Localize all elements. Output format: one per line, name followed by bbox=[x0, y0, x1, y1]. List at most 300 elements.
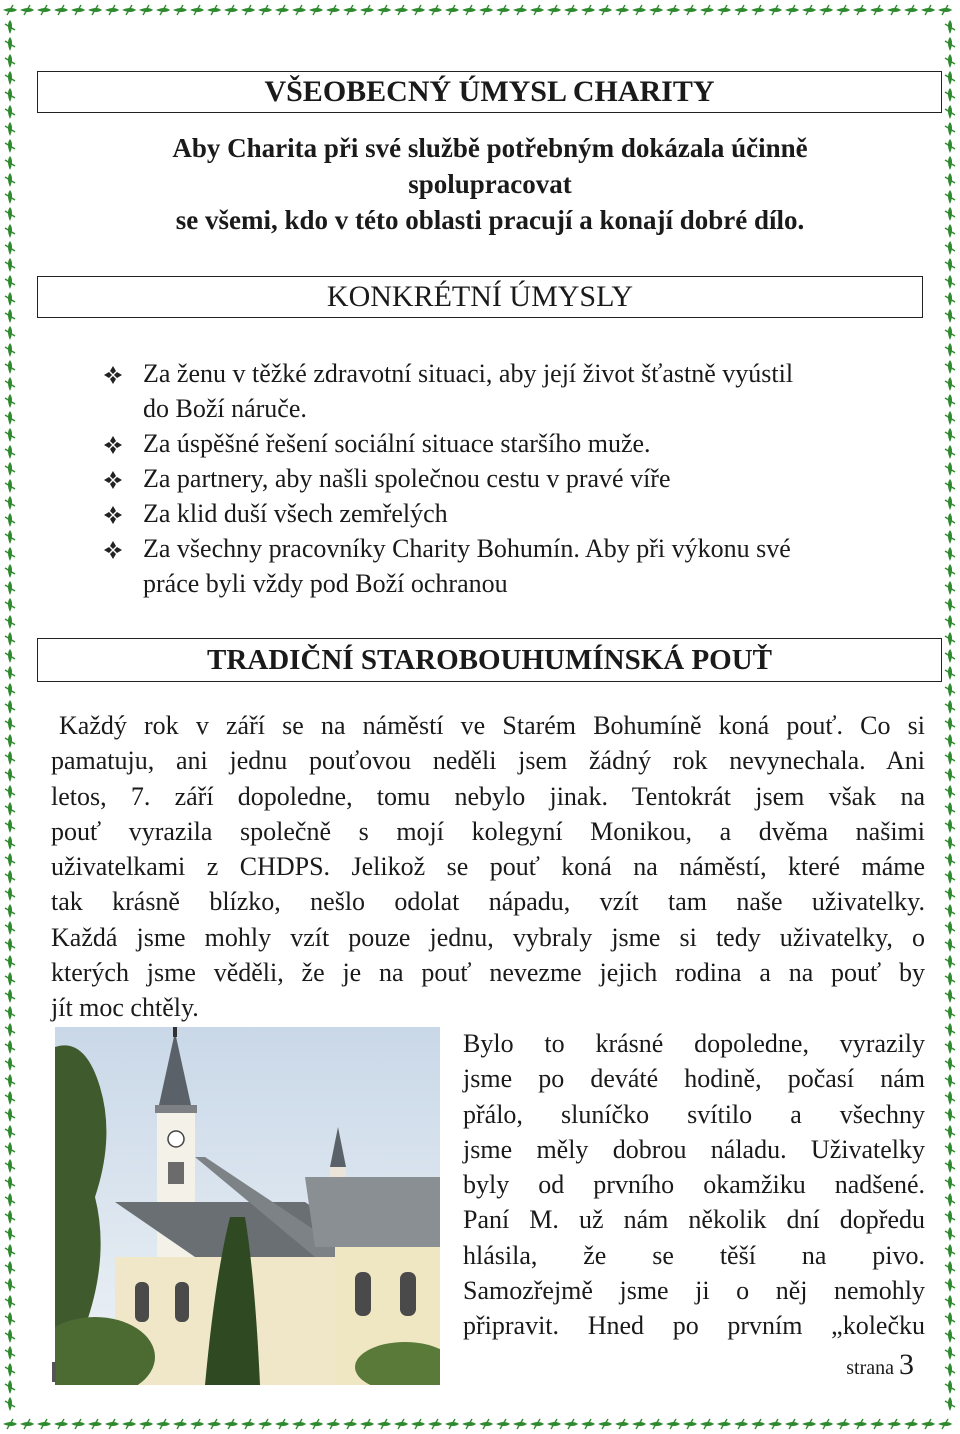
leaf-ornament bbox=[785, 1419, 799, 1429]
leaf-ornament bbox=[428, 1419, 442, 1429]
list-item-text: práce byli vždy pod Boží ochranou bbox=[143, 569, 508, 598]
leaf-ornament bbox=[5, 1295, 15, 1309]
leaf-ornament bbox=[945, 360, 955, 374]
leaf-ornament bbox=[938, 5, 952, 15]
leaf-ornament bbox=[945, 1176, 955, 1190]
leaf-ornament bbox=[5, 887, 15, 901]
leaf-ornament bbox=[530, 5, 544, 15]
leaf-ornament bbox=[853, 5, 867, 15]
leaf-ornament bbox=[945, 819, 955, 833]
leaf-ornament bbox=[241, 5, 255, 15]
leaf-ornament bbox=[945, 853, 955, 867]
leaf-ornament bbox=[5, 1397, 15, 1411]
side-line: Samozřejmě jsme ji o něj nemohly bbox=[463, 1276, 925, 1306]
leaf-ornament bbox=[751, 1419, 765, 1429]
leaf-ornament bbox=[5, 1261, 15, 1275]
leaf-ornament bbox=[5, 190, 15, 204]
side-line: jsme měly dobrou náladu. Uživatelky bbox=[463, 1134, 925, 1164]
leaf-ornament bbox=[5, 292, 15, 306]
leaf-ornament bbox=[173, 5, 187, 15]
leaf-ornament bbox=[224, 5, 238, 15]
leaf-ornament bbox=[819, 1419, 833, 1429]
side-line: jsme po deváté hodině, počasí nám bbox=[463, 1064, 925, 1094]
leaf-ornament bbox=[326, 5, 340, 15]
leaf-ornament bbox=[945, 768, 955, 782]
leaf-ornament bbox=[945, 1023, 955, 1037]
intention-line: spolupracovat bbox=[408, 169, 572, 199]
leaf-ornament bbox=[945, 1397, 955, 1411]
leaf-ornament bbox=[394, 1419, 408, 1429]
leaf-ornament bbox=[5, 530, 15, 544]
leaf-ornament bbox=[5, 785, 15, 799]
leaf-ornament bbox=[945, 734, 955, 748]
leaf-ornament bbox=[224, 1419, 238, 1429]
leaf-ornament bbox=[173, 1419, 187, 1429]
leaf-ornament bbox=[581, 5, 595, 15]
leaf-ornament bbox=[870, 1419, 884, 1429]
leaf-ornament bbox=[945, 190, 955, 204]
leaf-ornament bbox=[945, 462, 955, 476]
leaf-ornament bbox=[37, 5, 51, 15]
leaf-ornament bbox=[5, 989, 15, 1003]
diamond-bullet-icon bbox=[103, 505, 123, 525]
leaf-ornament bbox=[945, 275, 955, 289]
leaf-ornament bbox=[945, 292, 955, 306]
leaf-ornament bbox=[945, 88, 955, 102]
leaf-ornament bbox=[945, 1057, 955, 1071]
leaf-ornament bbox=[5, 309, 15, 323]
leaf-ornament bbox=[945, 1295, 955, 1309]
general-intention-heading-box bbox=[37, 71, 942, 113]
diamond-bullet-icon bbox=[103, 435, 123, 455]
leaf-ornament bbox=[945, 1329, 955, 1343]
list-item bbox=[103, 531, 933, 601]
leaf-ornament bbox=[870, 5, 884, 15]
leaf-ornament bbox=[5, 649, 15, 663]
leaf-ornament bbox=[496, 5, 510, 15]
paragraph-line: letos, 7. září dopoledne, tomu nebylo jinak. Tentokrát jsem však na bbox=[51, 781, 925, 811]
leaf-ornament bbox=[258, 1419, 272, 1429]
leaf-ornament bbox=[5, 615, 15, 629]
leaf-ornament bbox=[945, 224, 955, 238]
leaf-ornament bbox=[945, 54, 955, 68]
leaf-ornament bbox=[945, 1006, 955, 1020]
leaf-ornament bbox=[945, 700, 955, 714]
leaf-ornament bbox=[513, 1419, 527, 1429]
leaf-ornament bbox=[921, 1419, 935, 1429]
list-item bbox=[103, 356, 933, 426]
specific-intentions-heading: KONKRÉTNÍ ÚMYSLY bbox=[326, 280, 634, 313]
intention-line: se všemi, kdo v této oblasti pracují a konají dobré dílo. bbox=[175, 205, 805, 235]
paragraph-line: tak krásně blízko, nešlo odolat nápadu, vzít tam naše uživatelky. bbox=[51, 887, 925, 917]
leaf-ornament bbox=[5, 173, 15, 187]
leaf-ornament bbox=[5, 802, 15, 816]
leaf-ornament bbox=[207, 5, 221, 15]
leaf-ornament bbox=[462, 5, 476, 15]
leaf-ornament bbox=[887, 1419, 901, 1429]
leaf-ornament bbox=[258, 5, 272, 15]
leaf-ornament bbox=[5, 904, 15, 918]
leaf-ornament bbox=[904, 1419, 918, 1429]
leaf-ornament bbox=[945, 1125, 955, 1139]
leaf-ornament bbox=[207, 1419, 221, 1429]
leaf-ornament bbox=[802, 1419, 816, 1429]
side-line: hlásila, že se těší na pivo. bbox=[463, 1240, 925, 1270]
leaf-ornament bbox=[496, 1419, 510, 1429]
leaf-ornament bbox=[945, 615, 955, 629]
leaf-ornament bbox=[945, 1346, 955, 1360]
leaf-ornament bbox=[411, 5, 425, 15]
leaf-ornament bbox=[615, 1419, 629, 1429]
leaf-ornament bbox=[5, 955, 15, 969]
leaf-ornament bbox=[5, 377, 15, 391]
leaf-ornament bbox=[309, 5, 323, 15]
leaf-ornament bbox=[275, 5, 289, 15]
leaf-ornament bbox=[945, 717, 955, 731]
leaf-ornament bbox=[547, 1419, 561, 1429]
leaf-ornament bbox=[5, 564, 15, 578]
leaf-ornament bbox=[945, 496, 955, 510]
leaf-ornament bbox=[360, 1419, 374, 1429]
leaf-ornament bbox=[683, 1419, 697, 1429]
leaf-ornament bbox=[5, 360, 15, 374]
leaf-ornament bbox=[945, 802, 955, 816]
leaf-ornament bbox=[945, 428, 955, 442]
leaf-ornament bbox=[5, 156, 15, 170]
leaf-ornament bbox=[5, 1227, 15, 1241]
leaf-ornament bbox=[5, 394, 15, 408]
side-line: Bylo to krásné dopoledne, vyrazily bbox=[463, 1029, 925, 1058]
paragraph-line: pouť vyrazila společně s mojí kolegyní Monikou, a dvěma našimi bbox=[51, 816, 925, 846]
paragraph-line: kterých jsme věděli, že je na pouť nevezme jejich rodina a na pouť by bbox=[51, 958, 925, 988]
leaf-ornament bbox=[836, 5, 850, 15]
leaf-ornament bbox=[5, 1006, 15, 1020]
leaf-ornament bbox=[945, 1193, 955, 1207]
leaf-ornament bbox=[5, 1040, 15, 1054]
leaf-ornament bbox=[945, 122, 955, 136]
leaf-ornament bbox=[945, 411, 955, 425]
leaf-ornament bbox=[3, 5, 17, 15]
leaf-ornament bbox=[700, 1419, 714, 1429]
leaf-ornament bbox=[5, 581, 15, 595]
paragraph-line: uživatelkami z CHDPS. Jelikož se pouť koná na náměstí, které máme bbox=[51, 852, 925, 882]
leaf-ornament bbox=[5, 1380, 15, 1394]
leaf-ornament bbox=[5, 751, 15, 765]
leaf-ornament bbox=[945, 20, 955, 34]
leaf-ornament bbox=[5, 734, 15, 748]
leaf-ornament bbox=[5, 1176, 15, 1190]
leaf-ornament bbox=[5, 20, 15, 34]
leaf-ornament bbox=[5, 224, 15, 238]
leaf-ornament bbox=[445, 5, 459, 15]
list-item bbox=[103, 461, 933, 496]
leaf-ornament bbox=[5, 1363, 15, 1377]
leaf-ornament bbox=[819, 5, 833, 15]
leaf-ornament bbox=[581, 1419, 595, 1429]
leaf-ornament bbox=[275, 1419, 289, 1429]
leaf-ornament bbox=[479, 5, 493, 15]
leaf-ornament bbox=[5, 547, 15, 561]
leaf-ornament bbox=[945, 785, 955, 799]
leaf-ornament bbox=[5, 1193, 15, 1207]
leaf-ornament bbox=[71, 1419, 85, 1429]
leaf-ornament bbox=[945, 1108, 955, 1122]
leaf-ornament bbox=[122, 5, 136, 15]
leaf-ornament bbox=[5, 54, 15, 68]
leaf-ornament bbox=[37, 1419, 51, 1429]
leaf-ornament bbox=[5, 1244, 15, 1258]
leaf-ornament bbox=[945, 1227, 955, 1241]
leaf-ornament bbox=[945, 870, 955, 884]
leaf-ornament bbox=[564, 5, 578, 15]
leaf-ornament bbox=[945, 394, 955, 408]
leaf-ornament bbox=[5, 241, 15, 255]
leaf-ornament bbox=[326, 1419, 340, 1429]
leaf-ornament bbox=[5, 1210, 15, 1224]
leaf-ornament bbox=[945, 326, 955, 340]
side-line: připravit. Hned po prvním „kolečku bbox=[463, 1311, 925, 1341]
paragraph-line: Každý rok v září se na náměstí ve Starém Bohumíně koná pouť. Co si bbox=[59, 711, 925, 740]
leaf-ornament bbox=[945, 513, 955, 527]
general-intention-heading: VŠEOBECNÝ ÚMYSL CHARITY bbox=[264, 75, 715, 108]
leaf-ornament bbox=[768, 5, 782, 15]
list-item bbox=[103, 496, 933, 531]
leaf-ornament bbox=[945, 445, 955, 459]
leaf-ornament bbox=[904, 5, 918, 15]
leaf-ornament bbox=[945, 258, 955, 272]
leaf-ornament bbox=[945, 1261, 955, 1275]
leaf-ornament bbox=[530, 1419, 544, 1429]
leaf-ornament bbox=[5, 496, 15, 510]
general-intention-text bbox=[40, 130, 940, 238]
leaf-ornament bbox=[5, 819, 15, 833]
leaf-ornament bbox=[945, 241, 955, 255]
leaf-ornament bbox=[945, 751, 955, 765]
leaf-ornament bbox=[445, 1419, 459, 1429]
leaf-ornament bbox=[945, 1278, 955, 1292]
leaf-ornament bbox=[945, 207, 955, 221]
leaf-ornament bbox=[5, 768, 15, 782]
leaf-ornament bbox=[598, 5, 612, 15]
leaf-ornament bbox=[190, 1419, 204, 1429]
leaf-ornament bbox=[292, 5, 306, 15]
leaf-ornament bbox=[377, 1419, 391, 1429]
leaf-ornament bbox=[632, 1419, 646, 1429]
leaf-ornament bbox=[479, 1419, 493, 1429]
paragraph-line: pamatuju, ani jednu pouťovou neděli jsem žádný rok nevynechala. Ani bbox=[51, 746, 925, 776]
leaf-ornament bbox=[945, 1091, 955, 1105]
leaf-ornament bbox=[241, 1419, 255, 1429]
leaf-ornament bbox=[945, 1244, 955, 1258]
leaf-ornament bbox=[343, 5, 357, 15]
leaf-ornament bbox=[836, 1419, 850, 1429]
leaf-ornament bbox=[945, 938, 955, 952]
leaf-ornament bbox=[717, 5, 731, 15]
leaf-ornament bbox=[700, 5, 714, 15]
leaf-ornament bbox=[5, 1159, 15, 1173]
leaf-ornament bbox=[5, 139, 15, 153]
leaf-ornament bbox=[945, 71, 955, 85]
leaf-ornament bbox=[945, 921, 955, 935]
leaf-ornament bbox=[802, 5, 816, 15]
leaf-ornament bbox=[945, 139, 955, 153]
leaf-ornament bbox=[666, 1419, 680, 1429]
leaf-ornament bbox=[945, 683, 955, 697]
leaf-ornament bbox=[887, 5, 901, 15]
leaf-ornament bbox=[5, 972, 15, 986]
side-column-text bbox=[463, 1026, 925, 1344]
leaf-ornament bbox=[3, 1419, 17, 1429]
list-item-text: Za partnery, aby našli společnou cestu v pravé víře bbox=[143, 464, 671, 493]
leaf-ornament bbox=[5, 1312, 15, 1326]
leaf-ornament bbox=[945, 309, 955, 323]
leaf-ornament bbox=[88, 5, 102, 15]
leaf-ornament bbox=[5, 598, 15, 612]
leaf-ornament bbox=[683, 5, 697, 15]
leaf-ornament bbox=[945, 156, 955, 170]
leaf-ornament bbox=[377, 5, 391, 15]
intentions-list bbox=[103, 356, 933, 601]
leaf-ornament bbox=[938, 1419, 952, 1429]
side-line: přálo, sluníčko svítilo a všechny bbox=[463, 1099, 925, 1129]
leaf-ornament bbox=[20, 5, 34, 15]
leaf-ornament bbox=[5, 88, 15, 102]
leaf-ornament bbox=[5, 1278, 15, 1292]
leaf-ornament bbox=[5, 853, 15, 867]
diamond-bullet-icon bbox=[103, 365, 123, 385]
leaf-ornament bbox=[5, 666, 15, 680]
leaf-ornament bbox=[122, 1419, 136, 1429]
pilgrimage-heading: TRADIČNÍ STAROBOUHUMÍNSKÁ POUŤ bbox=[206, 643, 773, 676]
leaf-ornament bbox=[945, 1363, 955, 1377]
leaf-ornament bbox=[343, 1419, 357, 1429]
leaf-ornament bbox=[734, 5, 748, 15]
leaf-ornament bbox=[5, 207, 15, 221]
leaf-ornament bbox=[54, 5, 68, 15]
list-item-text: do Boží náruče. bbox=[143, 394, 307, 423]
leaf-ornament bbox=[5, 717, 15, 731]
leaf-ornament bbox=[5, 938, 15, 952]
paragraph-line: jít moc chtěly. bbox=[51, 993, 199, 1023]
leaf-ornament bbox=[945, 377, 955, 391]
leaf-ornament bbox=[5, 870, 15, 884]
leaf-ornament bbox=[666, 5, 680, 15]
leaf-ornament bbox=[5, 1125, 15, 1139]
diamond-bullet-icon bbox=[103, 470, 123, 490]
leaf-ornament bbox=[598, 1419, 612, 1429]
leaf-ornament bbox=[5, 1329, 15, 1343]
leaf-ornament bbox=[945, 37, 955, 51]
leaf-ornament bbox=[945, 955, 955, 969]
leaf-ornament bbox=[615, 5, 629, 15]
leaf-ornament bbox=[945, 1040, 955, 1054]
leaf-ornament bbox=[360, 5, 374, 15]
leaf-ornament bbox=[945, 836, 955, 850]
leaf-ornament bbox=[768, 1419, 782, 1429]
leaf-ornament bbox=[945, 666, 955, 680]
leaf-ornament bbox=[945, 649, 955, 663]
leaf-ornament bbox=[945, 1142, 955, 1156]
leaf-ornament bbox=[945, 972, 955, 986]
leaf-ornament bbox=[5, 122, 15, 136]
leaf-ornament bbox=[945, 598, 955, 612]
page-label: strana bbox=[846, 1357, 894, 1379]
leaf-ornament bbox=[5, 1091, 15, 1105]
leaf-ornament bbox=[139, 5, 153, 15]
list-item-text: Za klid duší všech zemřelých bbox=[143, 499, 448, 528]
leaf-ornament bbox=[5, 1057, 15, 1071]
leaf-ornament bbox=[5, 411, 15, 425]
leaf-ornament bbox=[649, 5, 663, 15]
leaf-ornament bbox=[945, 530, 955, 544]
intention-line: Aby Charita při své službě potřebným dokázala účinně bbox=[172, 133, 808, 163]
leaf-ornament bbox=[71, 5, 85, 15]
page-number-value: 3 bbox=[899, 1348, 914, 1381]
leaf-ornament bbox=[5, 1346, 15, 1360]
leaf-ornament bbox=[945, 343, 955, 357]
leaf-ornament bbox=[945, 1159, 955, 1173]
leaf-ornament bbox=[945, 904, 955, 918]
leaf-ornament bbox=[411, 1419, 425, 1429]
leaf-ornament bbox=[156, 1419, 170, 1429]
pilgrimage-heading-box bbox=[37, 638, 942, 682]
leaf-ornament bbox=[945, 479, 955, 493]
list-item-text: Za ženu v těžké zdravotní situaci, aby její život šťastně vyústil bbox=[143, 359, 794, 388]
leaf-ornament bbox=[5, 326, 15, 340]
leaf-ornament bbox=[5, 700, 15, 714]
side-line: Paní M. už nám několik dní dopředu bbox=[463, 1205, 925, 1235]
church-photo bbox=[55, 1027, 440, 1385]
leaf-ornament bbox=[5, 105, 15, 119]
leaf-ornament bbox=[5, 343, 15, 357]
leaf-ornament bbox=[309, 1419, 323, 1429]
leaf-ornament bbox=[921, 5, 935, 15]
leaf-ornament bbox=[394, 5, 408, 15]
leaf-ornament bbox=[547, 5, 561, 15]
leaf-ornament bbox=[5, 71, 15, 85]
leaf-ornament bbox=[5, 1023, 15, 1037]
leaf-ornament bbox=[945, 1312, 955, 1326]
leaf-ornament bbox=[156, 5, 170, 15]
leaf-ornament bbox=[139, 1419, 153, 1429]
leaf-ornament bbox=[945, 1210, 955, 1224]
leaf-ornament bbox=[105, 1419, 119, 1429]
leaf-ornament bbox=[785, 5, 799, 15]
leaf-ornament bbox=[513, 5, 527, 15]
leaf-ornament bbox=[734, 1419, 748, 1429]
specific-intentions-heading-box bbox=[37, 276, 923, 318]
leaf-ornament bbox=[649, 1419, 663, 1429]
list-item bbox=[103, 426, 933, 461]
leaf-ornament bbox=[945, 887, 955, 901]
leaf-ornament bbox=[5, 921, 15, 935]
leaf-ornament bbox=[292, 1419, 306, 1429]
leaf-ornament bbox=[5, 479, 15, 493]
leaf-ornament bbox=[945, 989, 955, 1003]
leaf-ornament bbox=[428, 5, 442, 15]
leaf-ornament bbox=[5, 1108, 15, 1122]
leaf-ornament bbox=[5, 683, 15, 697]
leaf-ornament bbox=[5, 513, 15, 527]
footer-mark bbox=[52, 1362, 56, 1382]
leaf-ornament bbox=[632, 5, 646, 15]
leaf-ornament bbox=[945, 173, 955, 187]
leaf-ornament bbox=[945, 632, 955, 646]
leaf-ornament bbox=[5, 275, 15, 289]
leaf-ornament bbox=[190, 5, 204, 15]
leaf-ornament bbox=[5, 632, 15, 646]
list-item-text: Za všechny pracovníky Charity Bohumín. Aby při výkonu své bbox=[143, 534, 791, 563]
